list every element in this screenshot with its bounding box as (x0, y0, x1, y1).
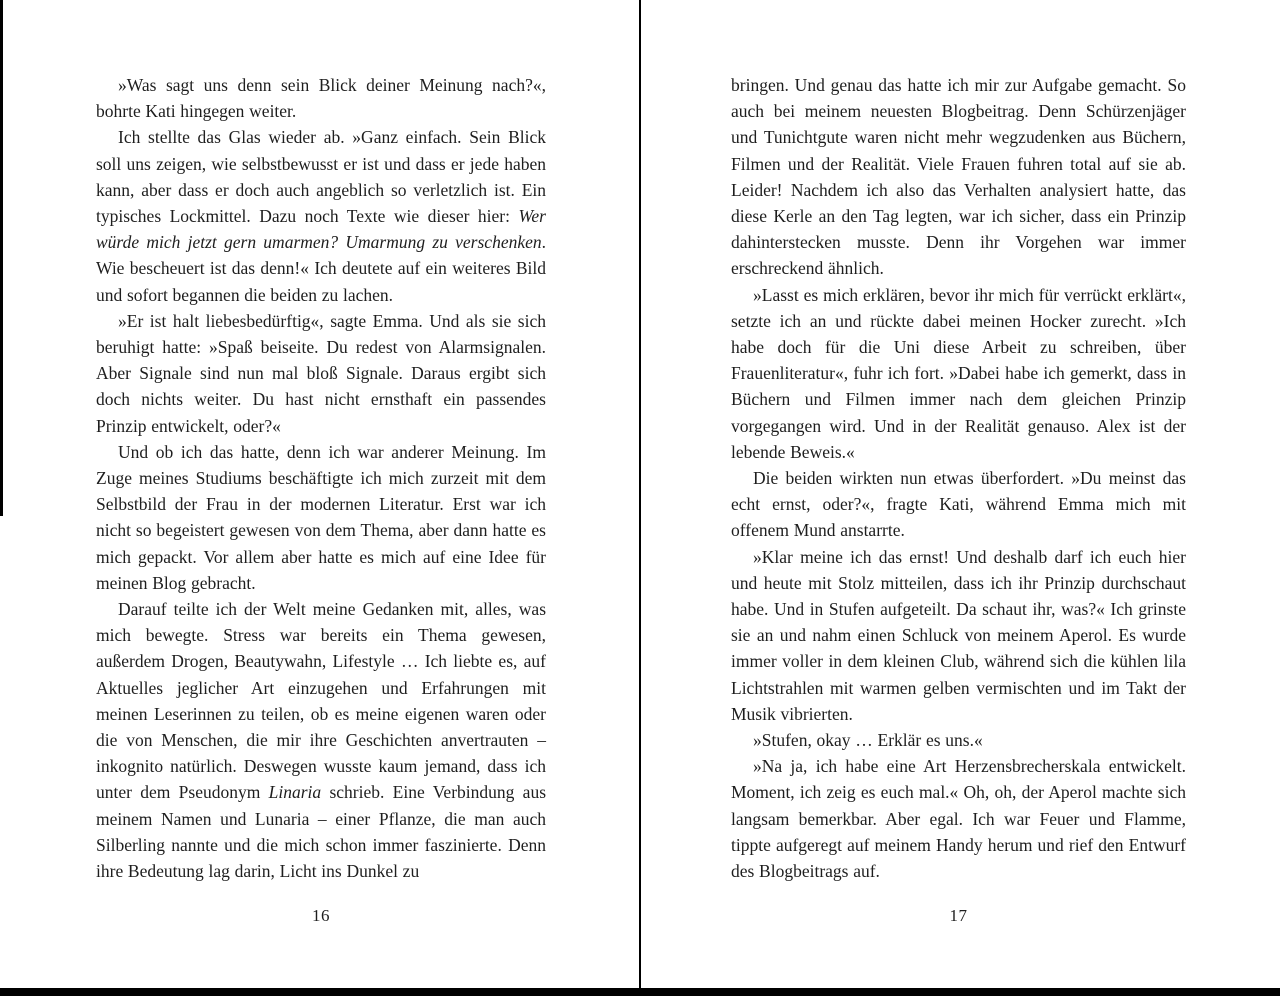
text-run: »Klar meine ich das ernst! Und deshalb darf ich euch hier und heute mit Stolz mitteilen, dass ich ihr Prinzip durchschaut habe. Und in Stufen aufgeteilt. Da schaut ihr, was?« Ich grinste sie an und nahm einen Schluck von meinem Aperol. Es wurde immer voller in dem kleinen Club, während sich die kühlen lila Lichtstrahlen mit warmen gelben vermischten und im Takt der Musik vibrierten. (731, 546, 1186, 724)
text-run: bringen. Und genau das hatte ich mir zur Aufgabe gemacht. So auch bei meinem neuesten Blogbeitrag. Denn Schürzenjäger und Tunichtgute waren nicht mehr wegzudenken aus Büchern, Filmen und der Realität. Viele Frauen fuhren total auf sie ab. Leider! Nachdem ich also das Verhalten analysiert hatte, das diese Kerle an den Tag legten, war ich sicher, dass ein Prinzip dahinterstecken musste. Denn ihr Vorgehen war immer erschreckend ähnlich. (731, 75, 1186, 279)
left-page-number: 16 (312, 906, 330, 925)
right-page-number: 17 (949, 906, 968, 925)
text-run: »Stufen, okay … Erklär es uns.« (753, 730, 983, 751)
text-run: Und ob ich das hatte, denn ich war anderer Meinung. Im Zuge meines Studiums beschäftigte ich mich zurzeit mit dem Selbstbild der Frau in der modernen Literatur. Erst war ich nicht so begeistert gewesen von dem Thema, aber dann hatte es mich gepackt. Vor allem aber hatte es mich auf eine Idee für meinen Blog gebracht. (96, 441, 546, 593)
paragraph (731, 72, 1186, 282)
left-page-text (96, 72, 546, 884)
right-page-text (731, 72, 1186, 884)
text-run: Ich stellte das Glas wieder ab. »Ganz einfach. Sein Blick soll uns zeigen, wie selbstbewusst er ist und dass er jede haben kann, aber dass er doch auch angeblich so verletzlich ist. Ein typisches Lockmittel. Dazu noch Texte wie dieser hier: (96, 127, 546, 227)
paragraph (96, 439, 546, 596)
italic-text-run: Wer würde mich jetzt gern umarmen? Umarmung zu verschenken (96, 206, 546, 253)
paragraph (96, 596, 546, 884)
text-run: schrieb. Eine Verbindung aus meinem Namen und Lunaria – einer Pflanze, die man auch Silberling nannte und die mich schon immer faszinierte. Denn ihre Bedeutung lag darin, Licht ins Dunkel zu (96, 782, 547, 882)
text-run: . Wie bescheuert ist das denn!« Ich deutete auf ein weiteres Bild und sofort begannen die beiden zu lachen. (96, 232, 546, 305)
right-page (641, 0, 1280, 988)
paragraph (96, 308, 546, 439)
text-run: »Na ja, ich habe eine Art Herzensbrecherskala entwickelt. Moment, ich zeig es euch mal.« Oh, oh, der Aperol machte sich langsam bemerkbar. Aber egal. Ich war Feuer und Flamme, tippte aufgeregt auf meinem Handy herum und rief den Entwurf des Blogbeitrags auf. (731, 756, 1186, 882)
bottom-edge-rule (0, 988, 1280, 996)
text-run: Die beiden wirkten nun etwas überfordert. »Du meinst das echt ernst, oder?«, fragte Kati, während Emma mich mit offenem Mund anstarrte. (731, 468, 1186, 541)
paragraph (731, 727, 1186, 753)
text-run: Darauf teilte ich der Welt meine Gedanken mit, alles, was mich bewegte. Stress war bereits ein Thema gewesen, außerdem Drogen, Beautywahn, Lifestyle … Ich liebte es, auf Aktuelles jeglicher Art einzugehen und Erfahrungen mit meinen Leserinnen zu teilen, ob es meine eigenen waren oder die von Menschen, die mir ihre Geschichten anvertrauten – inkognito natürlich. Deswegen wusste kaum jemand, dass ich unter dem Pseudonym (96, 599, 546, 803)
text-run: »Lasst es mich erklären, bevor ihr mich für verrückt erklärt«, setzte ich an und rückte dabei meinen Hocker zurecht. »Ich habe doch für die Uni diese Arbeit zu schreiben, über Frauenliteratur«, fuhr ich fort. »Dabei habe ich gemerkt, dass in Büchern und Filmen immer nach dem gleichen Prinzip vorgegangen wird. Und in der Realität genauso. Alex ist der lebende Beweis.« (731, 284, 1186, 462)
text-run: »Er ist halt liebesbedürftig«, sagte Emma. Und als sie sich beruhigt hatte: »Spaß beiseite. Du redest von Alarmsignalen. Aber Signale sind nun mal bloß Signale. Daraus ergibt sich doch nichts weiter. Du hast nicht ernsthaft ein passendes Prinzip entwickelt, oder?« (96, 310, 546, 436)
paragraph (96, 124, 546, 307)
paragraph (731, 544, 1186, 727)
left-page (0, 0, 639, 988)
italic-text-run: Linaria (268, 782, 322, 803)
paragraph (731, 465, 1186, 544)
text-run: »Was sagt uns denn sein Blick deiner Meinung nach?«, bohrte Kati hingegen weiter. (96, 75, 546, 122)
paragraph (731, 282, 1186, 465)
paragraph (96, 72, 546, 124)
paragraph (731, 753, 1186, 884)
